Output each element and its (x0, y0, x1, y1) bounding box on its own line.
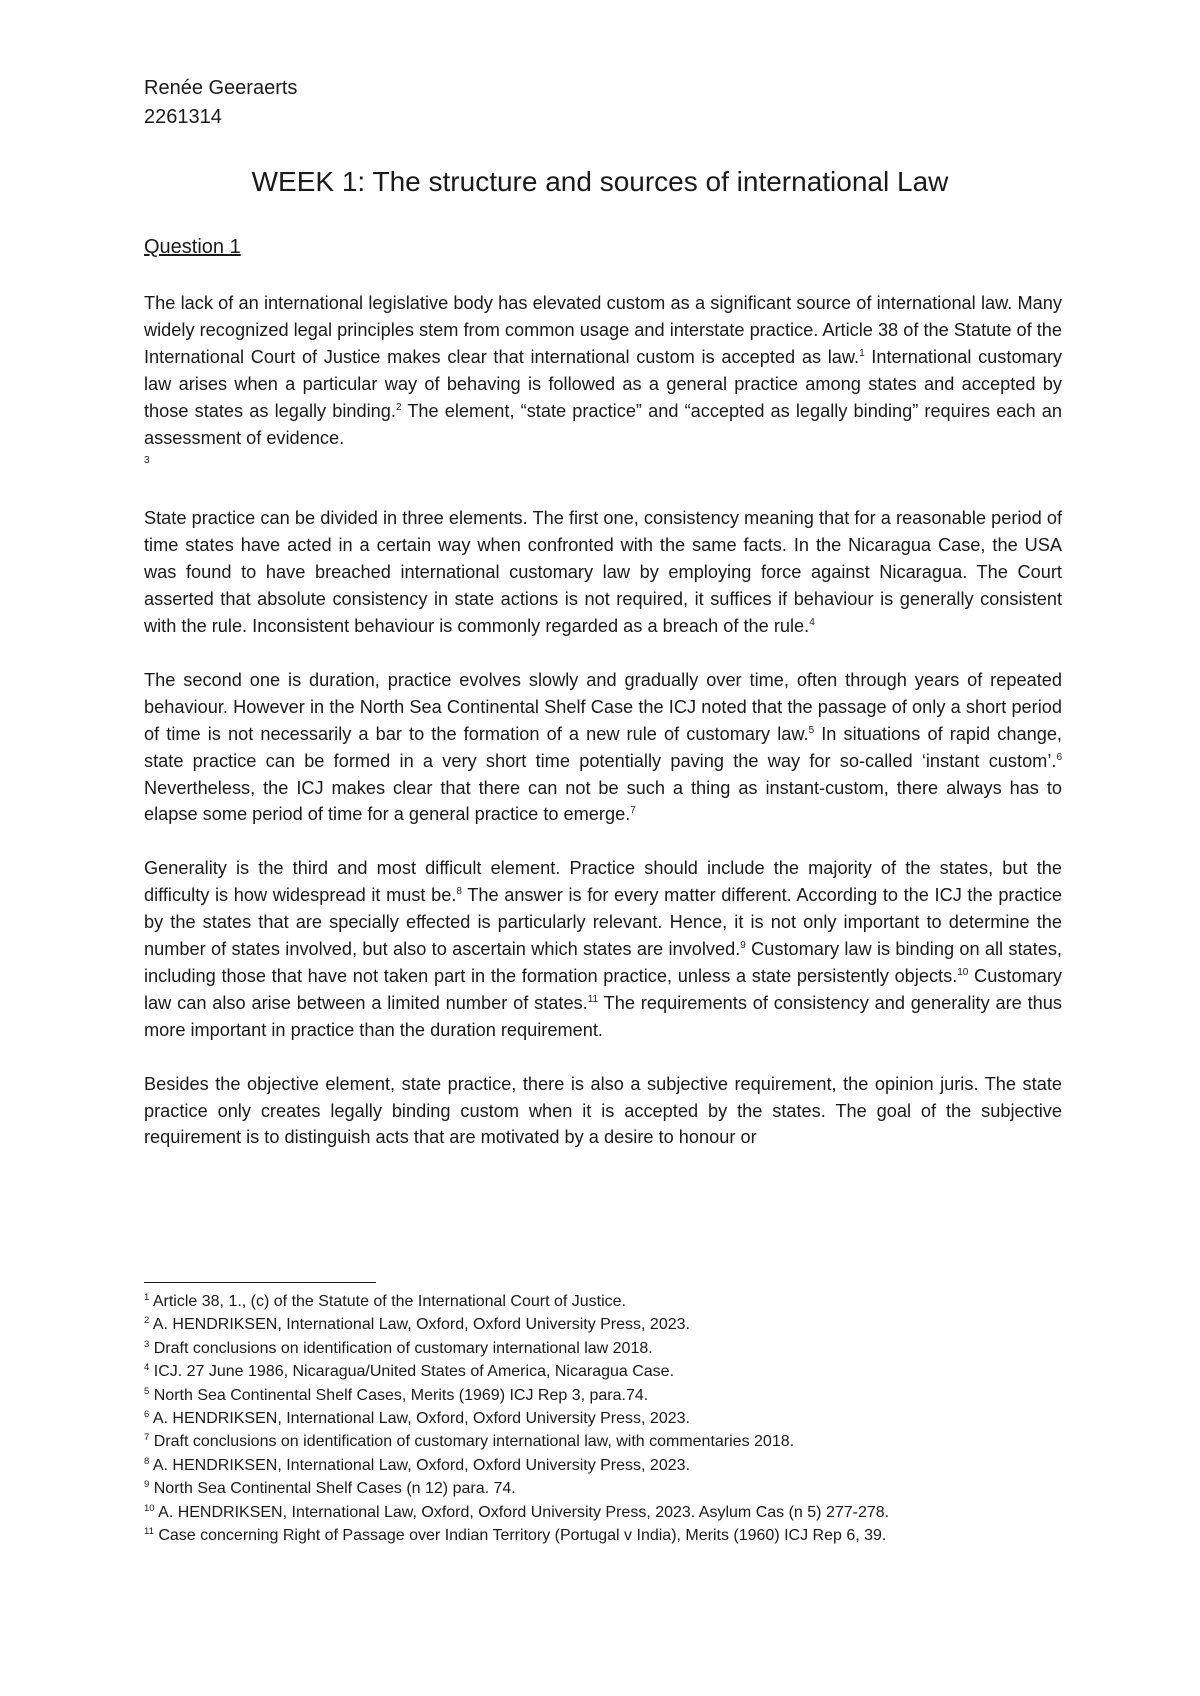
footnote-separator (144, 1282, 376, 1283)
footnote-ref: 5 (808, 724, 815, 736)
footnote-text: North Sea Continental Shelf Cases (n 12) para. 74. (149, 1480, 516, 1498)
footnote-10 (144, 1501, 1104, 1524)
footnote-ref: 7 (630, 805, 636, 817)
footnote-number: 7 (144, 1432, 150, 1444)
paragraph-5 (144, 1071, 1062, 1152)
footnote-number: 11 (144, 1526, 154, 1538)
paragraph-text: State practice can be divided in three elements. The first one, consistency meaning that for a reasonable period of time states have acted in a certain way when confronted with the same facts. In the Nicaragua Case, the USA was found to have breached international customary law by employing force against Nicaragua. The Court asserted that absolute consistency in state actions is not required, it suffices if behaviour is generally consistent with the rule. Inconsistent behaviour is commonly regarded as a breach of the rule. (144, 508, 1062, 636)
footnote-text: ICJ. 27 June 1986, Nicaragua/United States of America, Nicaragua Case. (149, 1363, 675, 1381)
footnote-ref: 3 (144, 455, 150, 467)
author-block (144, 74, 297, 132)
paragraph-text: The lack of an international legislative body has elevated custom as a significant source of international law. Many widely recognized legal principles stem from common usage and interstate practice. Article 38 of the Statute of the International Court of Justice makes clear that international custom is accepted as law. (144, 293, 1062, 367)
paragraph-text: In situations of rapid change, state practice can be formed in a very short time potentially paving the way for so-called ‘instant custom’. (144, 723, 1062, 771)
footnote-number: 2 (144, 1315, 150, 1327)
footnote-ref: 6 (1056, 751, 1062, 763)
footnote-ref: 4 (809, 616, 815, 628)
question-heading: Question 1 (144, 236, 241, 258)
footnote-number: 6 (144, 1409, 150, 1421)
paragraph-4 (144, 855, 1062, 1043)
paragraph-text: Customary law can also arise between a limited number of states. (144, 965, 1062, 1013)
paragraph-3 (144, 667, 1062, 828)
paragraph-text: International customary law arises when a particular way of behaving is followed as a general practice among states and accepted by those states as legally binding. (144, 346, 1062, 421)
footnote-text: A. HENDRIKSEN, International Law, Oxford, Oxford University Press, 2023. (149, 1456, 690, 1474)
footnote-2 (144, 1313, 1104, 1336)
footnote-number: 5 (144, 1385, 150, 1397)
footnote-3 (144, 1337, 1104, 1360)
footnote-8 (144, 1454, 1104, 1477)
paragraph-2 (144, 505, 1062, 640)
paragraph-text: The element, “state practice” and “accepted as legally binding” requires each an assessment of evidence. (144, 400, 1062, 448)
footnote-ref: 11 (587, 993, 599, 1005)
footnote-text: Draft conclusions on identification of customary international law 2018. (149, 1339, 653, 1357)
paragraph-text: The requirements of consistency and generality are thus more important in practice than the duration requirement. (144, 992, 1062, 1040)
footnote-text: North Sea Continental Shelf Cases, Merits (1969) ICJ Rep 3, para.74. (149, 1386, 649, 1404)
footnote-number: 1 (144, 1292, 150, 1303)
footnote-5 (144, 1384, 1104, 1407)
footnote-number: 3 (144, 1338, 150, 1350)
paragraph-1 (144, 290, 1062, 478)
footnote-9 (144, 1477, 1104, 1500)
footnote-number: 4 (144, 1362, 150, 1374)
footnote-ref: 1 (859, 347, 865, 359)
footnote-ref: 9 (740, 940, 746, 952)
footnote-ref: 10 (957, 966, 969, 978)
footnote-text: Draft conclusions on identification of customary international law, with commentaries 2018. (149, 1433, 795, 1451)
footnote-1 (144, 1290, 1104, 1313)
author-name: Renée Geeraerts (144, 77, 298, 99)
paragraph-text: The second one is duration, practice evolves slowly and gradually over time, often through years of repeated behaviour. However in the North Sea Continental Shelf Case the ICJ noted that the passage of only a short period of time is not necessarily a bar to the formation of a new rule of customary law. (144, 669, 1062, 744)
footnote-number: 8 (144, 1455, 150, 1467)
footnote-11 (144, 1524, 1104, 1547)
footnote-text: Case concerning Right of Passage over Indian Territory (Portugal v India), Merits (1960) ICJ Rep 6, 39. (153, 1527, 887, 1545)
student-number: 2261314 (144, 106, 222, 128)
footnote-ref: 8 (456, 886, 462, 898)
footnote-text: A. HENDRIKSEN, International Law, Oxford, Oxford University Press, 2023. (149, 1316, 690, 1334)
footnote-ref: 2 (395, 401, 402, 413)
footnote-number: 9 (144, 1479, 150, 1491)
footnote-number: 10 (144, 1502, 155, 1514)
footnote-4 (144, 1360, 1104, 1383)
paragraph-text: Besides the objective element, state practice, there is also a subjective requirement, the opinion juris. The state practice only creates legally binding custom when it is accepted by the states. The goal of the subjective requirement is to distinguish acts that are motivated by a desire to honour or (144, 1073, 1062, 1148)
document-title: WEEK 1: The structure and sources of international Law (251, 166, 949, 197)
footnote-text: A. HENDRIKSEN, International Law, Oxford, Oxford University Press, 2023. (149, 1410, 690, 1428)
footnote-text: A. HENDRIKSEN, International Law, Oxford, Oxford University Press, 2023. Asylum Cas (n 5) 277-278. (154, 1503, 890, 1521)
paragraph-text: Generality is the third and most difficult element. Practice should include the majority of the states, but the difficulty is how widespread it must be. (144, 858, 1062, 906)
footnote-6 (144, 1407, 1104, 1430)
footnote-7 (144, 1430, 1104, 1453)
document-body (144, 290, 1062, 1178)
paragraph-text: Customary law is binding on all states, including those that have not taken part in the formation practice, unless a state persistently objects. (144, 939, 1062, 986)
paragraph-text: Nevertheless, the ICJ makes clear that there can not be such a thing as instant-custom, there always has to elapse some period of time for a general practice to emerge. (144, 777, 1062, 825)
paragraph-text: The answer is for every matter different. According to the ICJ the practice by the states that are specially effected is particularly relevant. Hence, it is not only important to determine the number of states involved, but also to ascertain which states are involved. (144, 885, 1063, 960)
footnote-text: Article 38, 1., (c) of the Statute of the International Court of Justice. (149, 1293, 626, 1310)
footnotes (144, 1290, 1104, 1547)
